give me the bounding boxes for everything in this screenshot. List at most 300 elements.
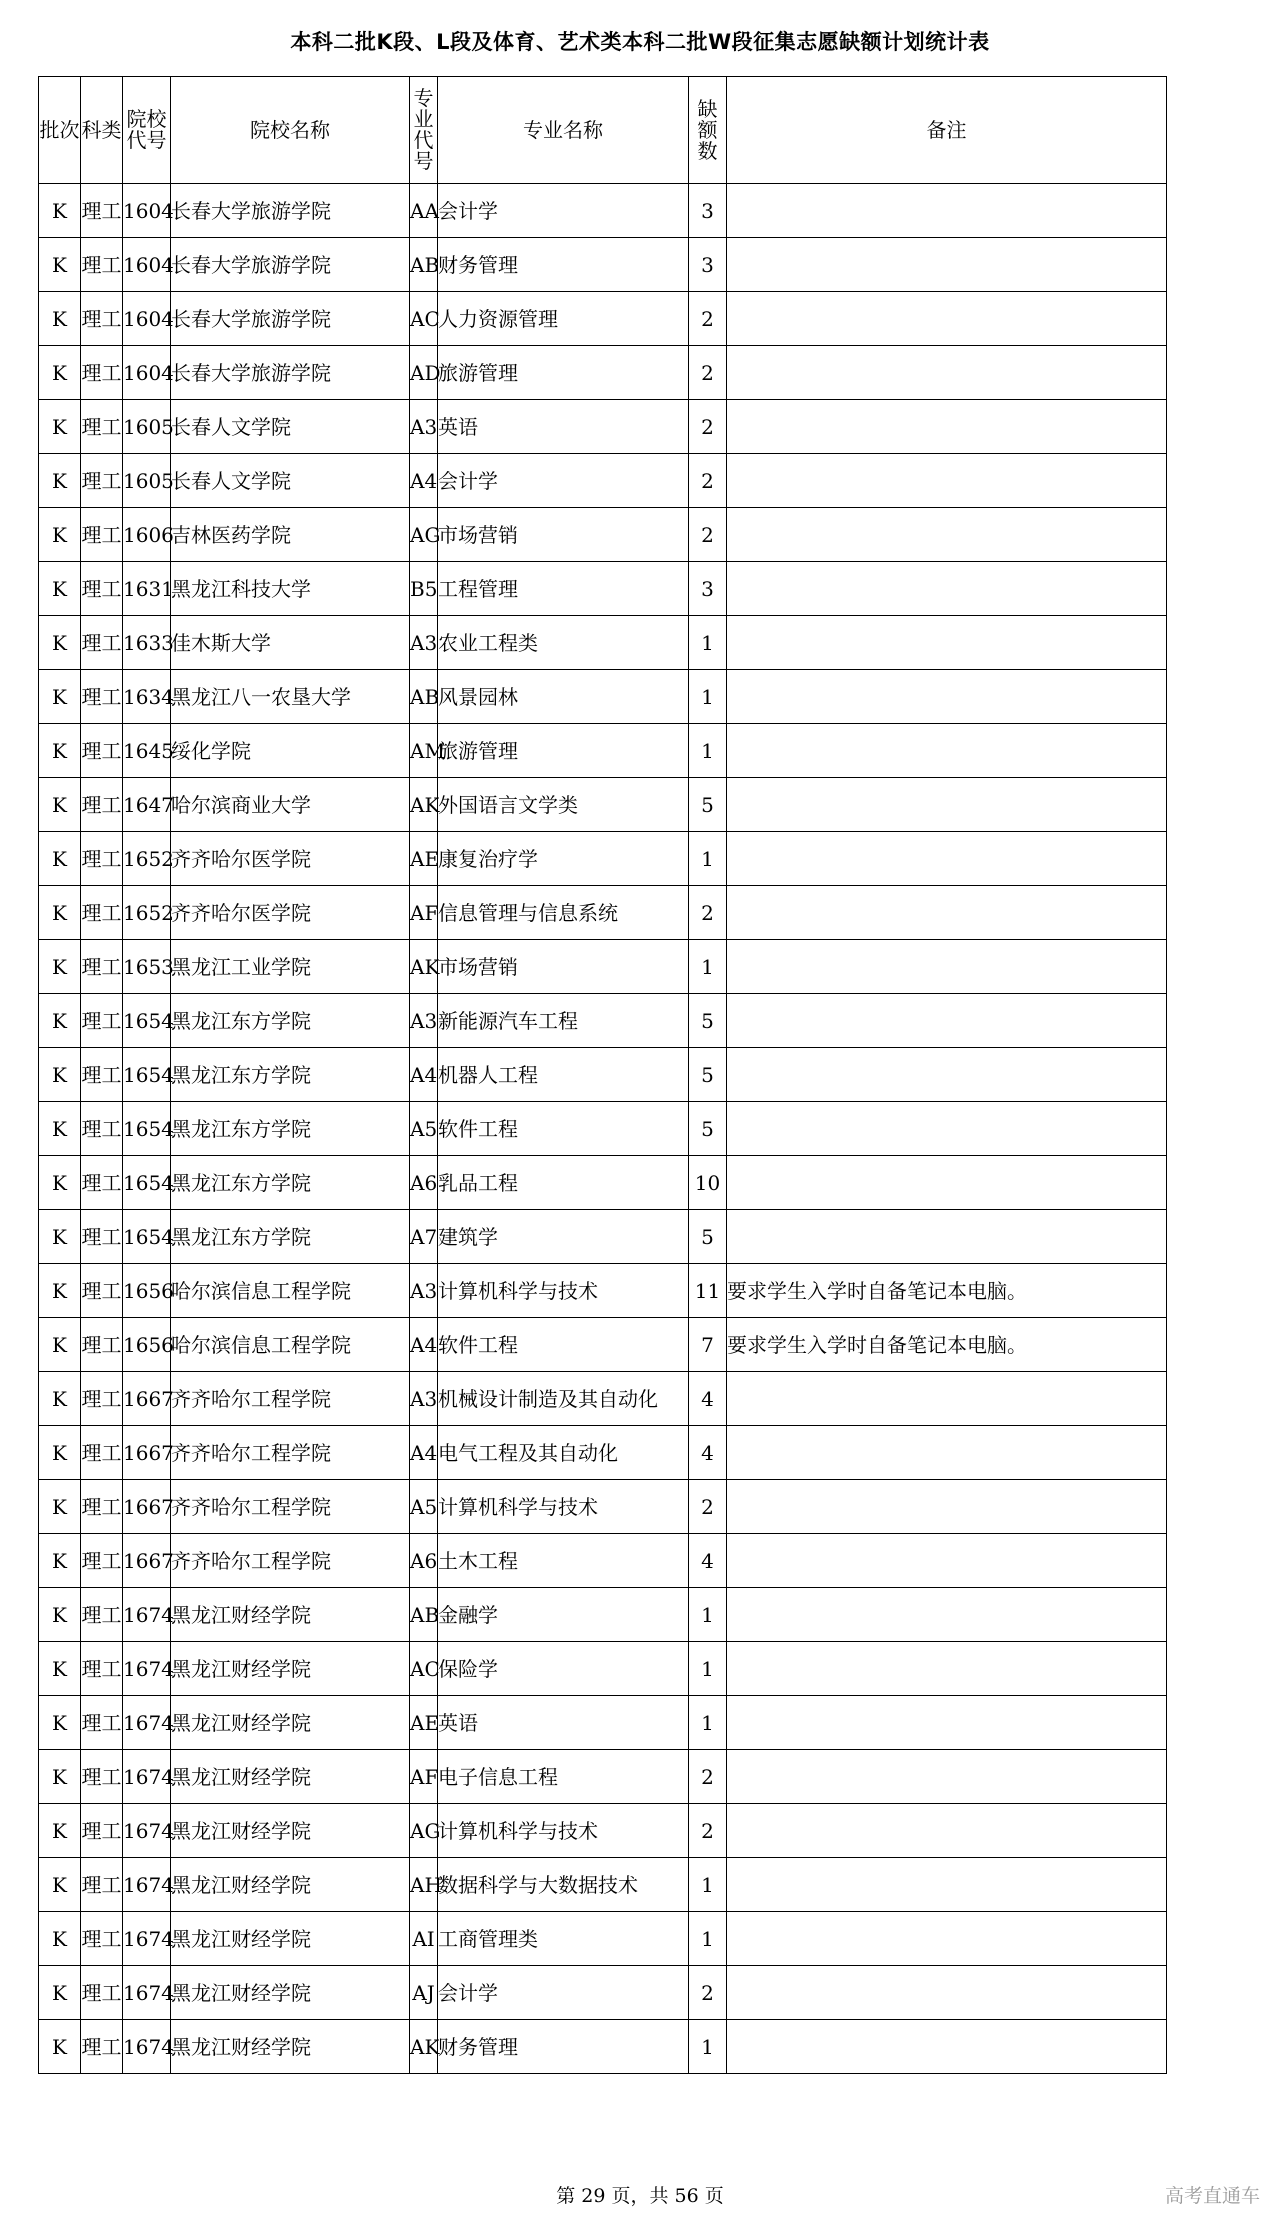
cell-remarks: [727, 1534, 1167, 1588]
header-vacancies: 缺额数: [689, 77, 727, 184]
table-row: [39, 1210, 1167, 1264]
cell-remarks: [727, 292, 1167, 346]
cell-category: 理工: [81, 400, 123, 454]
cell-batch: K: [39, 292, 81, 346]
cell-remarks: [727, 778, 1167, 832]
table-row: [39, 1264, 1167, 1318]
cell-major-name: 英语: [438, 1696, 689, 1750]
cell-major-name: 计算机科学与技术: [438, 1264, 689, 1318]
cell-batch: K: [39, 1210, 81, 1264]
cell-school-name: 黑龙江财经学院: [171, 1642, 410, 1696]
cell-major-code: A5: [410, 1480, 438, 1534]
cell-major-code: A4: [410, 1048, 438, 1102]
cell-school-name: 哈尔滨商业大学: [171, 778, 410, 832]
cell-vacancies: 1: [689, 616, 727, 670]
cell-major-name: 机械设计制造及其自动化: [438, 1372, 689, 1426]
cell-vacancies: 1: [689, 670, 727, 724]
cell-school-name: 吉林医药学院: [171, 508, 410, 562]
table-row: [39, 832, 1167, 886]
cell-school-code: 1654: [123, 1156, 171, 1210]
cell-school-code: 1653: [123, 940, 171, 994]
cell-school-code: 1652: [123, 886, 171, 940]
table-row: [39, 400, 1167, 454]
cell-category: 理工: [81, 562, 123, 616]
cell-major-name: 工程管理: [438, 562, 689, 616]
cell-major-code: A3: [410, 994, 438, 1048]
cell-school-code: 1674: [123, 1588, 171, 1642]
table-row: [39, 1642, 1167, 1696]
cell-major-code: B5: [410, 562, 438, 616]
cell-batch: K: [39, 1426, 81, 1480]
cell-major-code: AM: [410, 724, 438, 778]
cell-category: 理工: [81, 1048, 123, 1102]
cell-vacancies: 4: [689, 1372, 727, 1426]
cell-major-code: AB: [410, 1588, 438, 1642]
cell-vacancies: 1: [689, 1588, 727, 1642]
cell-school-name: 齐齐哈尔医学院: [171, 886, 410, 940]
cell-school-code: 1604: [123, 292, 171, 346]
cell-category: 理工: [81, 832, 123, 886]
cell-vacancies: 1: [689, 940, 727, 994]
cell-major-code: AH: [410, 1858, 438, 1912]
cell-batch: K: [39, 184, 81, 238]
cell-school-code: 1604: [123, 346, 171, 400]
cell-remarks: [727, 940, 1167, 994]
table-row: [39, 1156, 1167, 1210]
cell-vacancies: 2: [689, 346, 727, 400]
cell-major-name: 土木工程: [438, 1534, 689, 1588]
cell-vacancies: 5: [689, 778, 727, 832]
cell-batch: K: [39, 1804, 81, 1858]
cell-remarks: 要求学生入学时自备笔记本电脑。: [727, 1264, 1167, 1318]
cell-remarks: [727, 1804, 1167, 1858]
cell-remarks: [727, 400, 1167, 454]
cell-major-code: A3: [410, 1372, 438, 1426]
cell-school-name: 黑龙江科技大学: [171, 562, 410, 616]
table-row: [39, 1588, 1167, 1642]
cell-school-name: 齐齐哈尔工程学院: [171, 1426, 410, 1480]
cell-category: 理工: [81, 1696, 123, 1750]
cell-vacancies: 2: [689, 292, 727, 346]
cell-school-name: 黑龙江东方学院: [171, 994, 410, 1048]
cell-remarks: [727, 1912, 1167, 1966]
table-row: [39, 1372, 1167, 1426]
cell-major-name: 英语: [438, 400, 689, 454]
cell-remarks: [727, 886, 1167, 940]
cell-school-name: 长春大学旅游学院: [171, 184, 410, 238]
cell-category: 理工: [81, 346, 123, 400]
cell-school-code: 1631: [123, 562, 171, 616]
cell-batch: K: [39, 1966, 81, 2020]
table-row: [39, 292, 1167, 346]
cell-vacancies: 2: [689, 886, 727, 940]
cell-batch: K: [39, 1750, 81, 1804]
cell-vacancies: 5: [689, 1210, 727, 1264]
cell-school-code: 1656: [123, 1318, 171, 1372]
cell-school-code: 1647: [123, 778, 171, 832]
cell-batch: K: [39, 1696, 81, 1750]
cell-remarks: [727, 1750, 1167, 1804]
header-batch: 批次: [39, 77, 81, 184]
cell-major-code: AJ: [410, 1966, 438, 2020]
cell-major-code: AF: [410, 1750, 438, 1804]
cell-school-name: 黑龙江东方学院: [171, 1048, 410, 1102]
table-row: [39, 1966, 1167, 2020]
cell-remarks: [727, 1858, 1167, 1912]
cell-category: 理工: [81, 778, 123, 832]
cell-school-name: 齐齐哈尔工程学院: [171, 1372, 410, 1426]
cell-remarks: [727, 508, 1167, 562]
table-row: [39, 2020, 1167, 2074]
cell-school-name: 黑龙江财经学院: [171, 2020, 410, 2074]
table-row: [39, 1318, 1167, 1372]
header-school-name: 院校名称: [171, 77, 410, 184]
cell-school-code: 1654: [123, 1048, 171, 1102]
vacancy-table: [38, 76, 1167, 2074]
table-row: [39, 562, 1167, 616]
cell-remarks: [727, 1102, 1167, 1156]
cell-batch: K: [39, 1372, 81, 1426]
table-row: [39, 1696, 1167, 1750]
cell-major-code: AE: [410, 1696, 438, 1750]
cell-remarks: [727, 346, 1167, 400]
cell-school-name: 长春人文学院: [171, 454, 410, 508]
cell-category: 理工: [81, 2020, 123, 2074]
watermark: 高考直通车: [1164, 2185, 1260, 2207]
cell-major-code: AB: [410, 670, 438, 724]
cell-school-code: 1604: [123, 184, 171, 238]
cell-vacancies: 1: [689, 1642, 727, 1696]
cell-major-name: 乳品工程: [438, 1156, 689, 1210]
table-row: [39, 1804, 1167, 1858]
cell-school-code: 1656: [123, 1264, 171, 1318]
cell-vacancies: 1: [689, 1696, 727, 1750]
cell-school-name: 黑龙江工业学院: [171, 940, 410, 994]
cell-major-name: 市场营销: [438, 940, 689, 994]
cell-vacancies: 3: [689, 238, 727, 292]
cell-major-name: 计算机科学与技术: [438, 1804, 689, 1858]
cell-major-name: 金融学: [438, 1588, 689, 1642]
cell-vacancies: 2: [689, 454, 727, 508]
cell-major-code: A4: [410, 1426, 438, 1480]
cell-batch: K: [39, 562, 81, 616]
cell-batch: K: [39, 724, 81, 778]
table-row: [39, 508, 1167, 562]
cell-major-name: 财务管理: [438, 238, 689, 292]
table-row: [39, 994, 1167, 1048]
cell-school-code: 1674: [123, 1966, 171, 2020]
cell-remarks: [727, 616, 1167, 670]
table-row: [39, 616, 1167, 670]
cell-major-code: A3: [410, 400, 438, 454]
cell-school-name: 长春大学旅游学院: [171, 346, 410, 400]
cell-major-code: AD: [410, 346, 438, 400]
header-major-code: 专业代号: [410, 77, 438, 184]
cell-major-code: A6: [410, 1156, 438, 1210]
cell-major-code: AK: [410, 778, 438, 832]
cell-school-name: 长春大学旅游学院: [171, 292, 410, 346]
cell-category: 理工: [81, 238, 123, 292]
cell-vacancies: 3: [689, 184, 727, 238]
cell-major-name: 建筑学: [438, 1210, 689, 1264]
cell-major-code: AK: [410, 2020, 438, 2074]
cell-batch: K: [39, 886, 81, 940]
cell-vacancies: 5: [689, 1102, 727, 1156]
cell-category: 理工: [81, 886, 123, 940]
cell-major-name: 电气工程及其自动化: [438, 1426, 689, 1480]
cell-major-code: A4: [410, 1318, 438, 1372]
table-row: [39, 346, 1167, 400]
cell-batch: K: [39, 238, 81, 292]
cell-category: 理工: [81, 1210, 123, 1264]
cell-vacancies: 2: [689, 1966, 727, 2020]
cell-school-name: 长春人文学院: [171, 400, 410, 454]
cell-batch: K: [39, 1048, 81, 1102]
cell-school-code: 1654: [123, 1102, 171, 1156]
cell-category: 理工: [81, 994, 123, 1048]
table-row: [39, 1912, 1167, 1966]
cell-category: 理工: [81, 454, 123, 508]
cell-remarks: [727, 1588, 1167, 1642]
cell-category: 理工: [81, 1750, 123, 1804]
cell-vacancies: 4: [689, 1426, 727, 1480]
cell-major-name: 信息管理与信息系统: [438, 886, 689, 940]
cell-major-name: 软件工程: [438, 1102, 689, 1156]
cell-school-code: 1674: [123, 1642, 171, 1696]
cell-batch: K: [39, 346, 81, 400]
cell-major-name: 会计学: [438, 454, 689, 508]
cell-category: 理工: [81, 1426, 123, 1480]
cell-major-name: 新能源汽车工程: [438, 994, 689, 1048]
cell-remarks: [727, 1480, 1167, 1534]
cell-vacancies: 7: [689, 1318, 727, 1372]
document-title: 本科二批K段、L段及体育、艺术类本科二批W段征集志愿缺额计划统计表: [290, 30, 990, 54]
cell-school-name: 黑龙江财经学院: [171, 1966, 410, 2020]
cell-school-code: 1645: [123, 724, 171, 778]
cell-remarks: [727, 184, 1167, 238]
cell-major-code: AG: [410, 508, 438, 562]
header-school-code: 院校代号: [123, 77, 171, 184]
cell-major-code: AE: [410, 832, 438, 886]
cell-category: 理工: [81, 1372, 123, 1426]
cell-major-name: 计算机科学与技术: [438, 1480, 689, 1534]
cell-remarks: 要求学生入学时自备笔记本电脑。: [727, 1318, 1167, 1372]
cell-major-name: 机器人工程: [438, 1048, 689, 1102]
cell-school-name: 黑龙江东方学院: [171, 1102, 410, 1156]
cell-remarks: [727, 670, 1167, 724]
cell-school-code: 1674: [123, 1750, 171, 1804]
table-row: [39, 724, 1167, 778]
cell-school-name: 黑龙江八一农垦大学: [171, 670, 410, 724]
table-row: [39, 940, 1167, 994]
cell-category: 理工: [81, 1804, 123, 1858]
cell-category: 理工: [81, 184, 123, 238]
cell-remarks: [727, 994, 1167, 1048]
cell-major-code: AB: [410, 238, 438, 292]
cell-vacancies: 2: [689, 1750, 727, 1804]
table-row: [39, 670, 1167, 724]
cell-major-name: 康复治疗学: [438, 832, 689, 886]
cell-major-code: A4: [410, 454, 438, 508]
cell-category: 理工: [81, 1588, 123, 1642]
cell-remarks: [727, 238, 1167, 292]
header-major-name: 专业名称: [438, 77, 689, 184]
cell-batch: K: [39, 1102, 81, 1156]
cell-batch: K: [39, 1912, 81, 1966]
cell-school-code: 1674: [123, 1912, 171, 1966]
cell-major-code: AG: [410, 1804, 438, 1858]
cell-major-name: 人力资源管理: [438, 292, 689, 346]
cell-category: 理工: [81, 724, 123, 778]
cell-school-name: 齐齐哈尔工程学院: [171, 1534, 410, 1588]
cell-major-code: A6: [410, 1534, 438, 1588]
cell-major-name: 旅游管理: [438, 346, 689, 400]
cell-category: 理工: [81, 1642, 123, 1696]
cell-school-code: 1605: [123, 454, 171, 508]
cell-batch: K: [39, 778, 81, 832]
table-row: [39, 1534, 1167, 1588]
cell-category: 理工: [81, 1966, 123, 2020]
cell-vacancies: 1: [689, 832, 727, 886]
cell-major-name: 会计学: [438, 1966, 689, 2020]
cell-major-name: 数据科学与大数据技术: [438, 1858, 689, 1912]
cell-school-code: 1606: [123, 508, 171, 562]
cell-major-name: 电子信息工程: [438, 1750, 689, 1804]
cell-vacancies: 1: [689, 2020, 727, 2074]
cell-major-name: 旅游管理: [438, 724, 689, 778]
cell-major-name: 农业工程类: [438, 616, 689, 670]
cell-school-name: 长春大学旅游学院: [171, 238, 410, 292]
cell-school-name: 齐齐哈尔医学院: [171, 832, 410, 886]
cell-vacancies: 3: [689, 562, 727, 616]
table-row: [39, 454, 1167, 508]
cell-major-name: 保险学: [438, 1642, 689, 1696]
table-row: [39, 1426, 1167, 1480]
cell-school-name: 黑龙江财经学院: [171, 1750, 410, 1804]
cell-school-name: 黑龙江东方学院: [171, 1156, 410, 1210]
cell-batch: K: [39, 1264, 81, 1318]
cell-batch: K: [39, 1480, 81, 1534]
cell-remarks: [727, 1372, 1167, 1426]
cell-school-name: 黑龙江财经学院: [171, 1804, 410, 1858]
cell-major-code: AF: [410, 886, 438, 940]
cell-remarks: [727, 562, 1167, 616]
cell-remarks: [727, 1642, 1167, 1696]
cell-remarks: [727, 1696, 1167, 1750]
table-row: [39, 778, 1167, 832]
cell-school-code: 1674: [123, 1858, 171, 1912]
cell-school-code: 1667: [123, 1534, 171, 1588]
cell-vacancies: 10: [689, 1156, 727, 1210]
cell-school-code: 1674: [123, 1804, 171, 1858]
cell-vacancies: 1: [689, 724, 727, 778]
table-row: [39, 238, 1167, 292]
cell-school-code: 1604: [123, 238, 171, 292]
cell-remarks: [727, 2020, 1167, 2074]
cell-category: 理工: [81, 1318, 123, 1372]
cell-vacancies: 4: [689, 1534, 727, 1588]
cell-vacancies: 1: [689, 1858, 727, 1912]
cell-batch: K: [39, 1588, 81, 1642]
cell-vacancies: 5: [689, 994, 727, 1048]
cell-remarks: [727, 832, 1167, 886]
cell-major-code: A5: [410, 1102, 438, 1156]
cell-major-code: A3: [410, 1264, 438, 1318]
cell-school-name: 黑龙江财经学院: [171, 1696, 410, 1750]
cell-school-name: 黑龙江财经学院: [171, 1588, 410, 1642]
page-number: 第 29 页，共 56 页: [556, 2185, 724, 2207]
cell-school-name: 黑龙江东方学院: [171, 1210, 410, 1264]
cell-major-name: 市场营销: [438, 508, 689, 562]
cell-batch: K: [39, 994, 81, 1048]
cell-batch: K: [39, 832, 81, 886]
cell-batch: K: [39, 940, 81, 994]
cell-school-name: 齐齐哈尔工程学院: [171, 1480, 410, 1534]
cell-category: 理工: [81, 1480, 123, 1534]
cell-major-code: AC: [410, 1642, 438, 1696]
cell-school-code: 1674: [123, 1696, 171, 1750]
cell-major-code: A7: [410, 1210, 438, 1264]
cell-school-code: 1605: [123, 400, 171, 454]
cell-school-code: 1634: [123, 670, 171, 724]
cell-school-code: 1633: [123, 616, 171, 670]
cell-major-code: AI: [410, 1912, 438, 1966]
cell-major-name: 外国语言文学类: [438, 778, 689, 832]
cell-category: 理工: [81, 616, 123, 670]
cell-batch: K: [39, 1642, 81, 1696]
table-row: [39, 184, 1167, 238]
cell-category: 理工: [81, 508, 123, 562]
cell-batch: K: [39, 616, 81, 670]
cell-major-name: 财务管理: [438, 2020, 689, 2074]
cell-category: 理工: [81, 292, 123, 346]
header-remarks: 备注: [727, 77, 1167, 184]
table-row: [39, 1102, 1167, 1156]
cell-category: 理工: [81, 1156, 123, 1210]
cell-remarks: [727, 724, 1167, 778]
cell-remarks: [727, 1210, 1167, 1264]
cell-major-code: AK: [410, 940, 438, 994]
cell-major-code: AA: [410, 184, 438, 238]
cell-category: 理工: [81, 670, 123, 724]
cell-vacancies: 5: [689, 1048, 727, 1102]
cell-category: 理工: [81, 1858, 123, 1912]
cell-school-code: 1654: [123, 1210, 171, 1264]
cell-vacancies: 2: [689, 508, 727, 562]
cell-school-name: 佳木斯大学: [171, 616, 410, 670]
cell-vacancies: 11: [689, 1264, 727, 1318]
cell-remarks: [727, 1156, 1167, 1210]
cell-major-name: 会计学: [438, 184, 689, 238]
cell-vacancies: 2: [689, 400, 727, 454]
table-row: [39, 1048, 1167, 1102]
cell-remarks: [727, 1426, 1167, 1480]
cell-category: 理工: [81, 1912, 123, 1966]
cell-remarks: [727, 1966, 1167, 2020]
cell-remarks: [727, 454, 1167, 508]
cell-school-code: 1667: [123, 1426, 171, 1480]
cell-major-name: 工商管理类: [438, 1912, 689, 1966]
cell-category: 理工: [81, 1534, 123, 1588]
cell-category: 理工: [81, 1102, 123, 1156]
cell-school-code: 1674: [123, 2020, 171, 2074]
cell-category: 理工: [81, 940, 123, 994]
cell-school-name: 黑龙江财经学院: [171, 1858, 410, 1912]
cell-batch: K: [39, 670, 81, 724]
cell-school-code: 1667: [123, 1480, 171, 1534]
cell-school-name: 绥化学院: [171, 724, 410, 778]
cell-vacancies: 2: [689, 1480, 727, 1534]
